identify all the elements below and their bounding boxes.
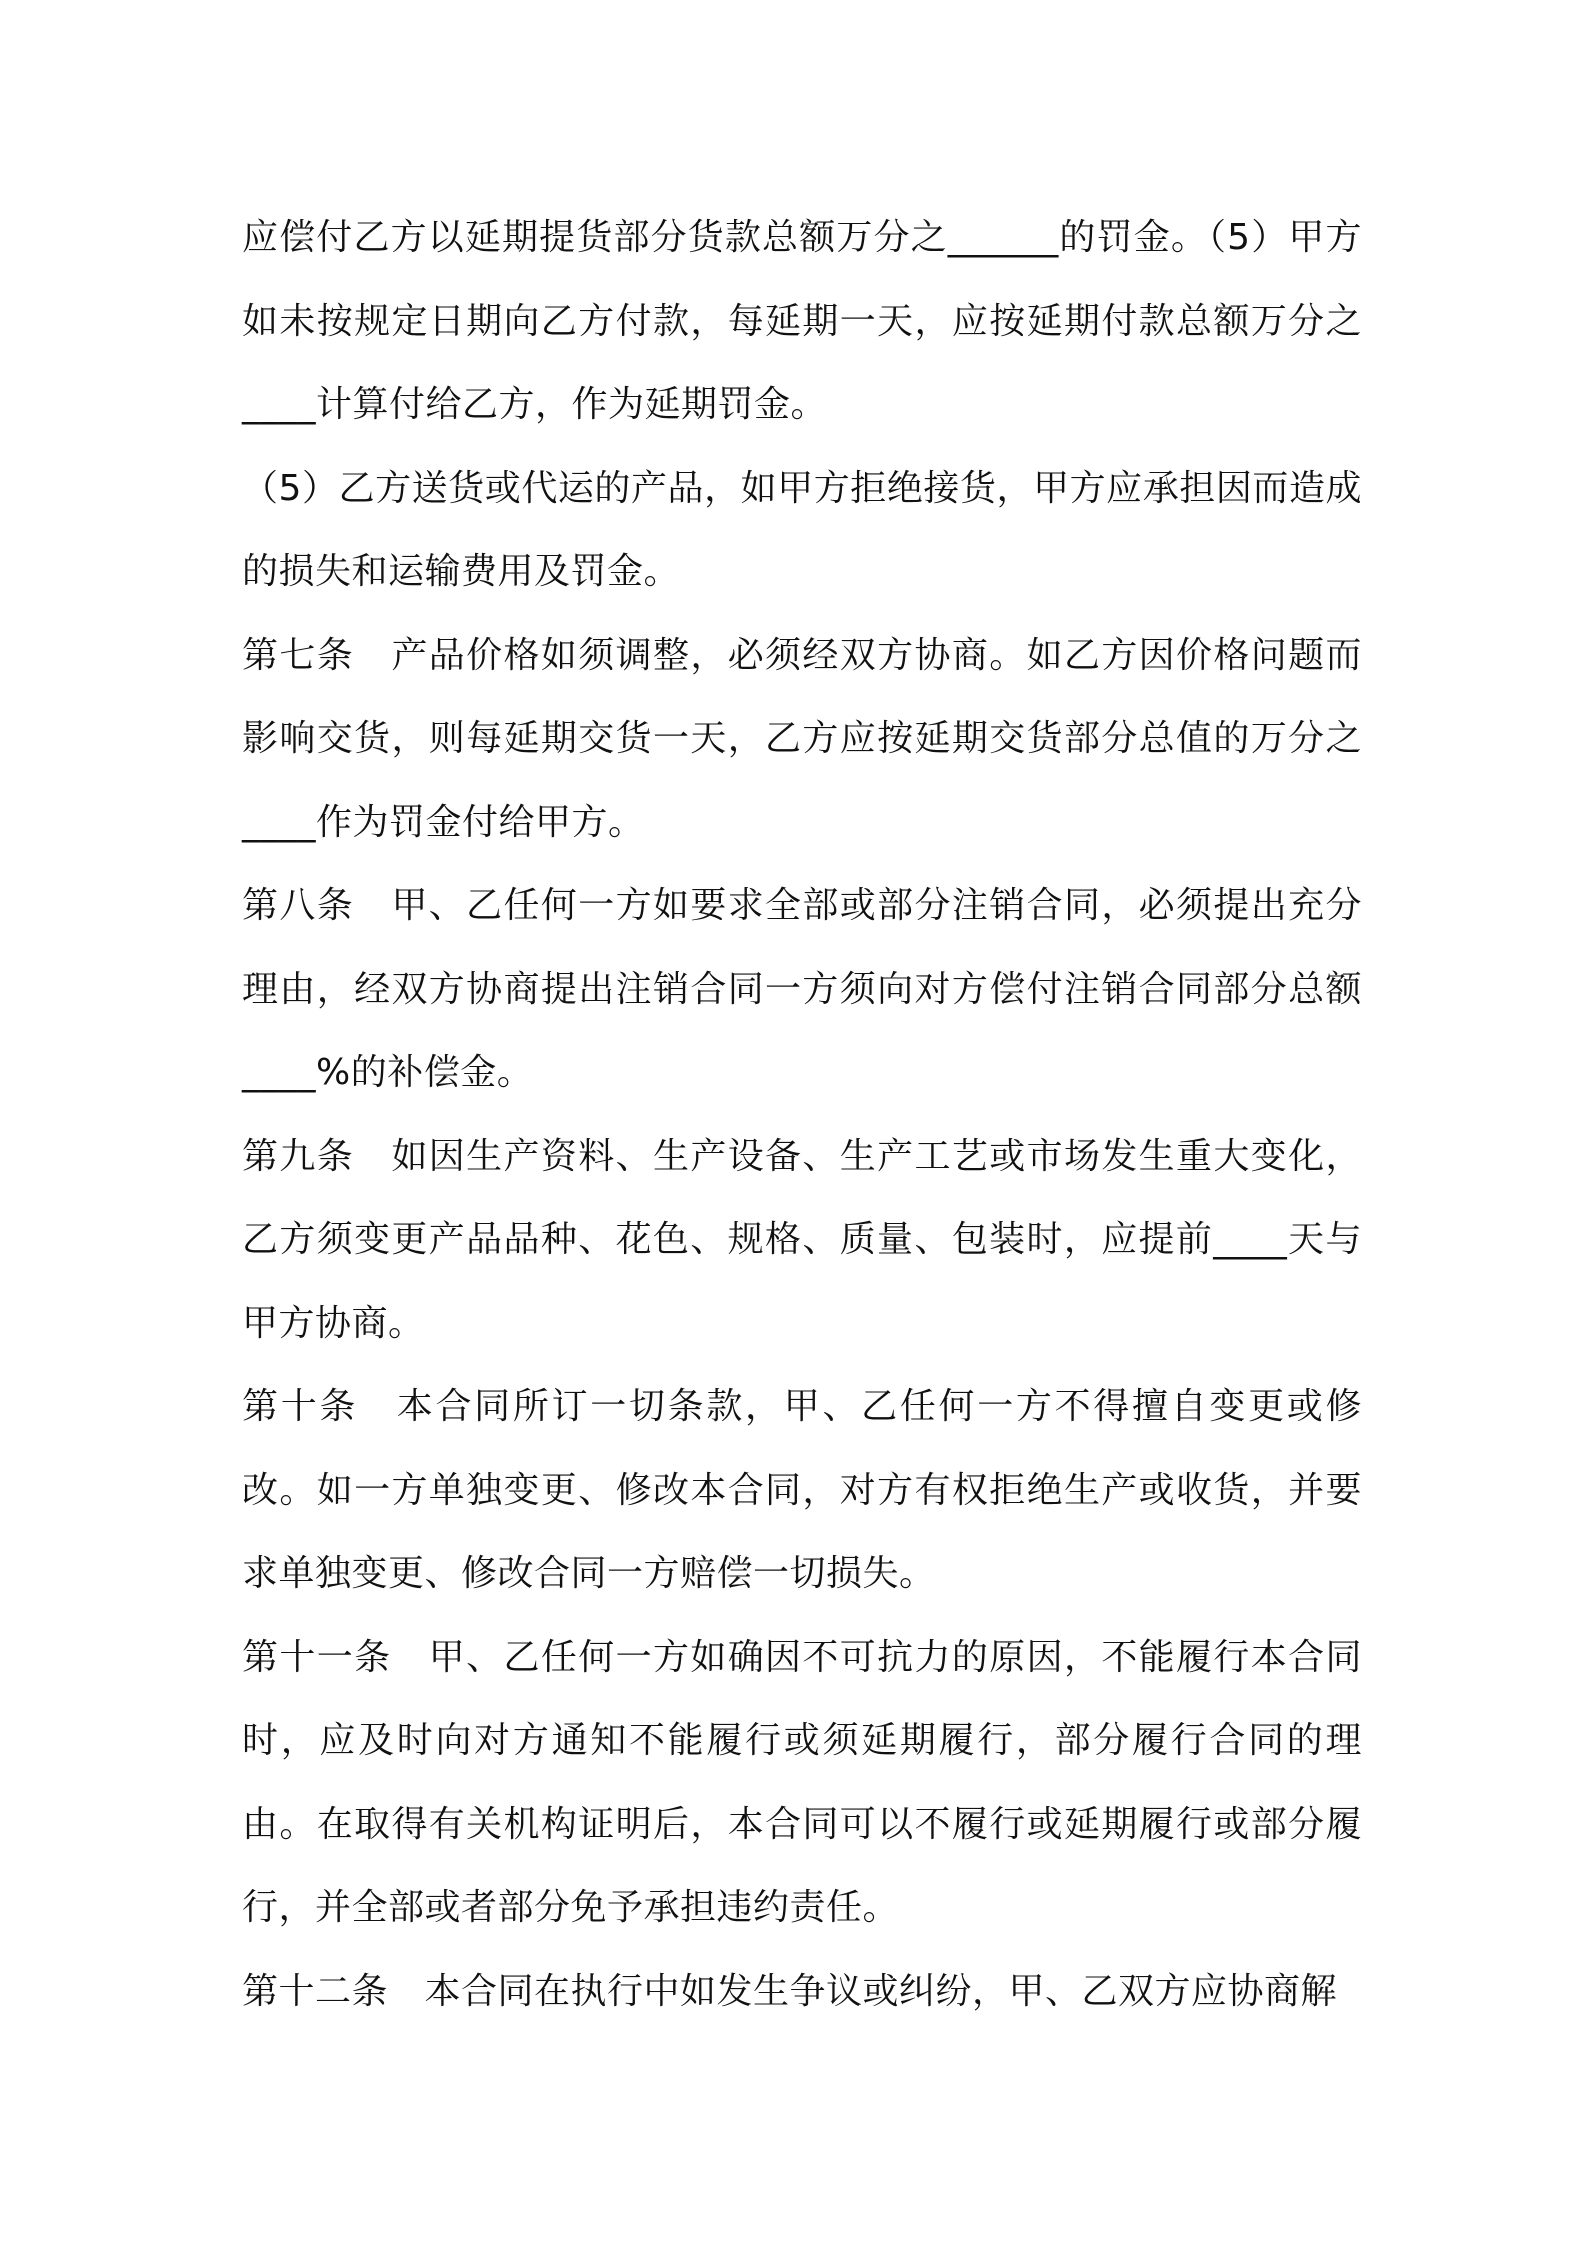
paragraph-article-8: 第八条 甲、乙任何一方如要求全部或部分注销合同，必须提出充分理由，经双方协商提出注销合同一方须向对方偿付注销合同部分总额____%的补偿金。	[242, 885, 1362, 1093]
paragraph-article-11: 第十一条 甲、乙任何一方如确因不可抗力的原因，不能履行本合同时，应及时向对方通知不能履行或须延期履行，部分履行合同的理由。在取得有关机构证明后，本合同可以不履行或延期履行或部分履行，并全部或者部分免予承担违约责任。	[242, 1636, 1362, 1928]
paragraph-article-9: 第九条 如因生产资料、生产设备、生产工艺或市场发生重大变化，乙方须变更产品品种、花色、规格、质量、包装时，应提前____天与甲方协商。	[242, 1135, 1362, 1344]
paragraph-penalty-clause-continued: 应偿付乙方以延期提货部分货款总额万分之______的罚金。（5）甲方如未按规定日期向乙方付款，每延期一天，应按延期付款总额万分之____计算付给乙方，作为延期罚金。	[242, 217, 1362, 425]
paragraph-article-7: 第七条 产品价格如须调整，必须经双方协商。如乙方因价格问题而影响交货，则每延期交货一天，乙方应按延期交货部分总值的万分之____作为罚金付给甲方。	[242, 634, 1362, 843]
paragraph-article-12: 第十二条 本合同在执行中如发生争议或纠纷，甲、乙双方应协商解	[242, 1970, 1338, 2012]
document-body	[242, 196, 1362, 2033]
paragraph-delivery-refusal: （5）乙方送货或代运的产品，如甲方拒绝接货，甲方应承担因而造成的损失和运输费用及罚金。	[242, 467, 1362, 592]
paragraph-article-10: 第十条 本合同所订一切条款，甲、乙任何一方不得擅自变更或修改。如一方单独变更、修改本合同，对方有权拒绝生产或收货，并要求单独变更、修改合同一方赔偿一切损失。	[242, 1386, 1362, 1594]
